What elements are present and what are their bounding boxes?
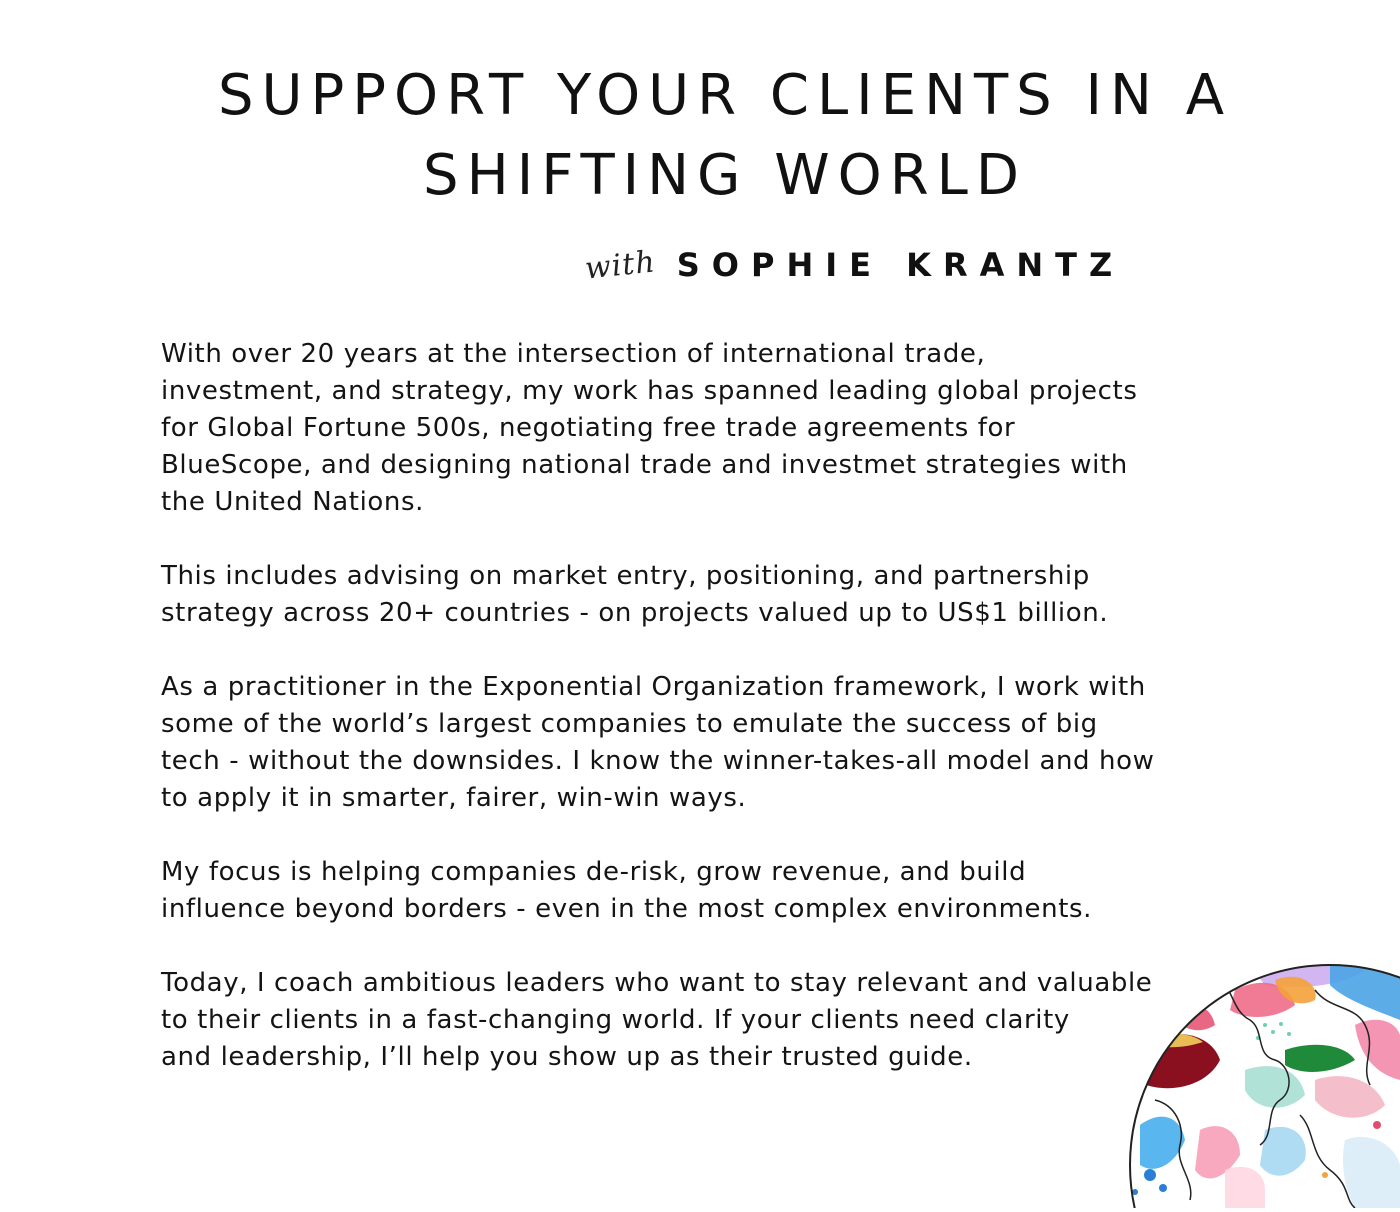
paragraph-1 <box>161 336 1281 521</box>
paragraph-line: As a practitioner in the Exponential Organization framework, I work with <box>161 672 1146 702</box>
paragraph-line: influence beyond borders - even in the most complex environments. <box>161 894 1093 924</box>
paragraph-line: to their clients in a fast-changing world. If your clients need clarity <box>161 1005 1070 1035</box>
paragraph-line: My focus is helping companies de-risk, grow revenue, and build <box>161 857 1027 887</box>
paragraph-5 <box>161 965 1281 1076</box>
painted-globe-icon <box>1115 930 1400 1208</box>
paragraph-line: tech - without the downsides. I know the winner-takes-all model and how <box>161 746 1155 776</box>
paragraph-line: for Global Fortune 500s, negotiating free trade agreements for <box>161 413 1016 443</box>
paragraph-3 <box>161 669 1281 817</box>
paragraph-line: BlueScope, and designing national trade and investmet strategies with <box>161 450 1128 480</box>
paragraph-line: and leadership, I’ll help you show up as their trusted guide. <box>161 1042 973 1072</box>
paragraph-line: the United Nations. <box>161 487 425 517</box>
title-line-1: SUPPORT YOUR CLIENTS IN A <box>217 63 1233 128</box>
title-line-2: SHIFTING WORLD <box>423 143 1027 208</box>
body-text <box>161 336 1281 1113</box>
paragraph-line: investment, and strategy, my work has spanned leading global projects <box>161 376 1138 406</box>
paragraph-4 <box>161 854 1281 928</box>
byline <box>583 243 1125 302</box>
paragraph-line: some of the world’s largest companies to emulate the success of big <box>161 709 1098 739</box>
paragraph-line: strategy across 20+ countries - on projects valued up to US$1 billion. <box>161 598 1109 628</box>
paragraph-line: Today, I coach ambitious leaders who want to stay relevant and valuable <box>161 968 1153 998</box>
paragraph-line: This includes advising on market entry, positioning, and partnership <box>161 561 1090 591</box>
paragraph-line: With over 20 years at the intersection of international trade, <box>161 339 986 369</box>
page-title <box>90 56 1360 216</box>
paragraph-line: to apply it in smarter, fairer, win-win ways. <box>161 783 747 813</box>
byline-with: with <box>583 243 658 287</box>
author-name: SOPHIE KRANTZ <box>676 246 1125 284</box>
paragraph-2 <box>161 558 1281 632</box>
